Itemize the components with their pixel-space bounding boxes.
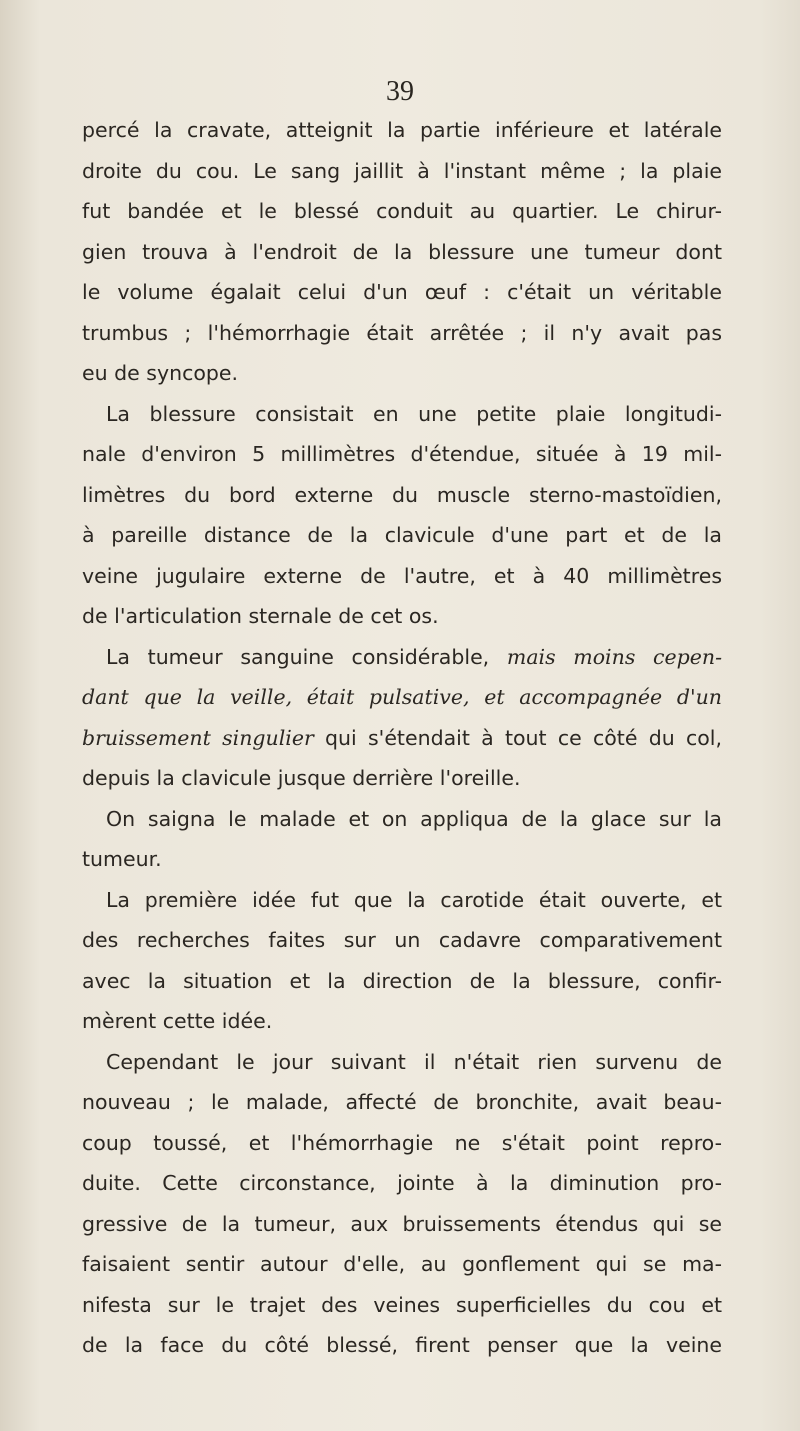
paragraph [82, 637, 722, 799]
paragraph [82, 880, 722, 1042]
text-line: tumeur. [82, 847, 162, 871]
page-number: 39 [386, 76, 414, 107]
text-line: La blessure consistait en une petite plaie longitudi- [106, 401, 722, 426]
text-line: percé la cravate, atteignit la partie inférieure et latérale [82, 118, 722, 142]
text-line: faisaient sentir autour d'elle, au gonflement qui se ma- [82, 1252, 722, 1276]
text-line: limètres du bord externe du muscle sterno-mastoïdien, [82, 482, 722, 507]
italic-run: bruissement singulier [82, 725, 314, 750]
text-line: veine jugulaire externe de l'autre, et à 40 millimètres [82, 563, 722, 588]
text-line: de la face du côté blessé, firent penser que la veine [82, 1333, 722, 1357]
text-line: gien trouva à l'endroit de la blessure une tumeur dont [82, 239, 722, 264]
text-line: nale d'environ 5 millimètres d'étendue, située à 19 mil- [82, 442, 722, 466]
paragraph [82, 1042, 722, 1366]
text-line: le volume égalait celui d'un œuf : c'était un véritable [82, 280, 722, 304]
text-line: mèrent cette idée. [82, 1009, 273, 1033]
italic-line: dant que la veille, était pulsative, et accompagnée d'un [82, 685, 722, 709]
text-line: nouveau ; le malade, affecté de bronchite, avait beau- [82, 1090, 722, 1114]
text-line: des recherches faites sur un cadavre comparativement [82, 928, 722, 952]
body-text [82, 110, 722, 1366]
text-line: depuis la clavicule jusque derrière l'oreille. [82, 766, 521, 790]
text-line: avec la situation et la direction de la blessure, confir- [82, 968, 722, 993]
text-run: La tumeur sanguine considérable, [106, 644, 507, 669]
text-line: Cependant le jour suivant il n'était rien survenu de [106, 1049, 722, 1074]
text-line: à pareille distance de la clavicule d'une part et de la [82, 523, 722, 547]
text-line: droite du cou. Le sang jaillit à l'instant même ; la plaie [82, 158, 722, 183]
text-line: fut bandée et le blessé conduit au quartier. Le chirur- [82, 199, 722, 223]
text-run: qui s'étendait à tout ce côté du col, [313, 725, 722, 750]
text-line [82, 637, 722, 678]
text-line: coup toussé, et l'hémorrhagie ne s'était point repro- [82, 1130, 722, 1155]
text-line: nifesta sur le trajet des veines superficielles du cou et [82, 1292, 722, 1317]
text-line: gressive de la tumeur, aux bruissements étendus qui se [82, 1211, 722, 1236]
text-line: eu de syncope. [82, 361, 239, 385]
text-line [82, 718, 722, 759]
paragraph [82, 110, 722, 394]
text-line: de l'articulation sternale de cet os. [82, 604, 439, 628]
paragraph [82, 799, 722, 880]
text-line: trumbus ; l'hémorrhagie était arrêtée ; il n'y avait pas [82, 320, 722, 345]
text-line: La première idée fut que la carotide était ouverte, et [106, 887, 722, 912]
italic-run: mais moins cepen- [506, 644, 723, 669]
text-line: duite. Cette circonstance, jointe à la diminution pro- [82, 1171, 722, 1195]
text-line: On saigna le malade et on appliqua de la glace sur la [106, 806, 722, 831]
paragraph [82, 394, 722, 637]
